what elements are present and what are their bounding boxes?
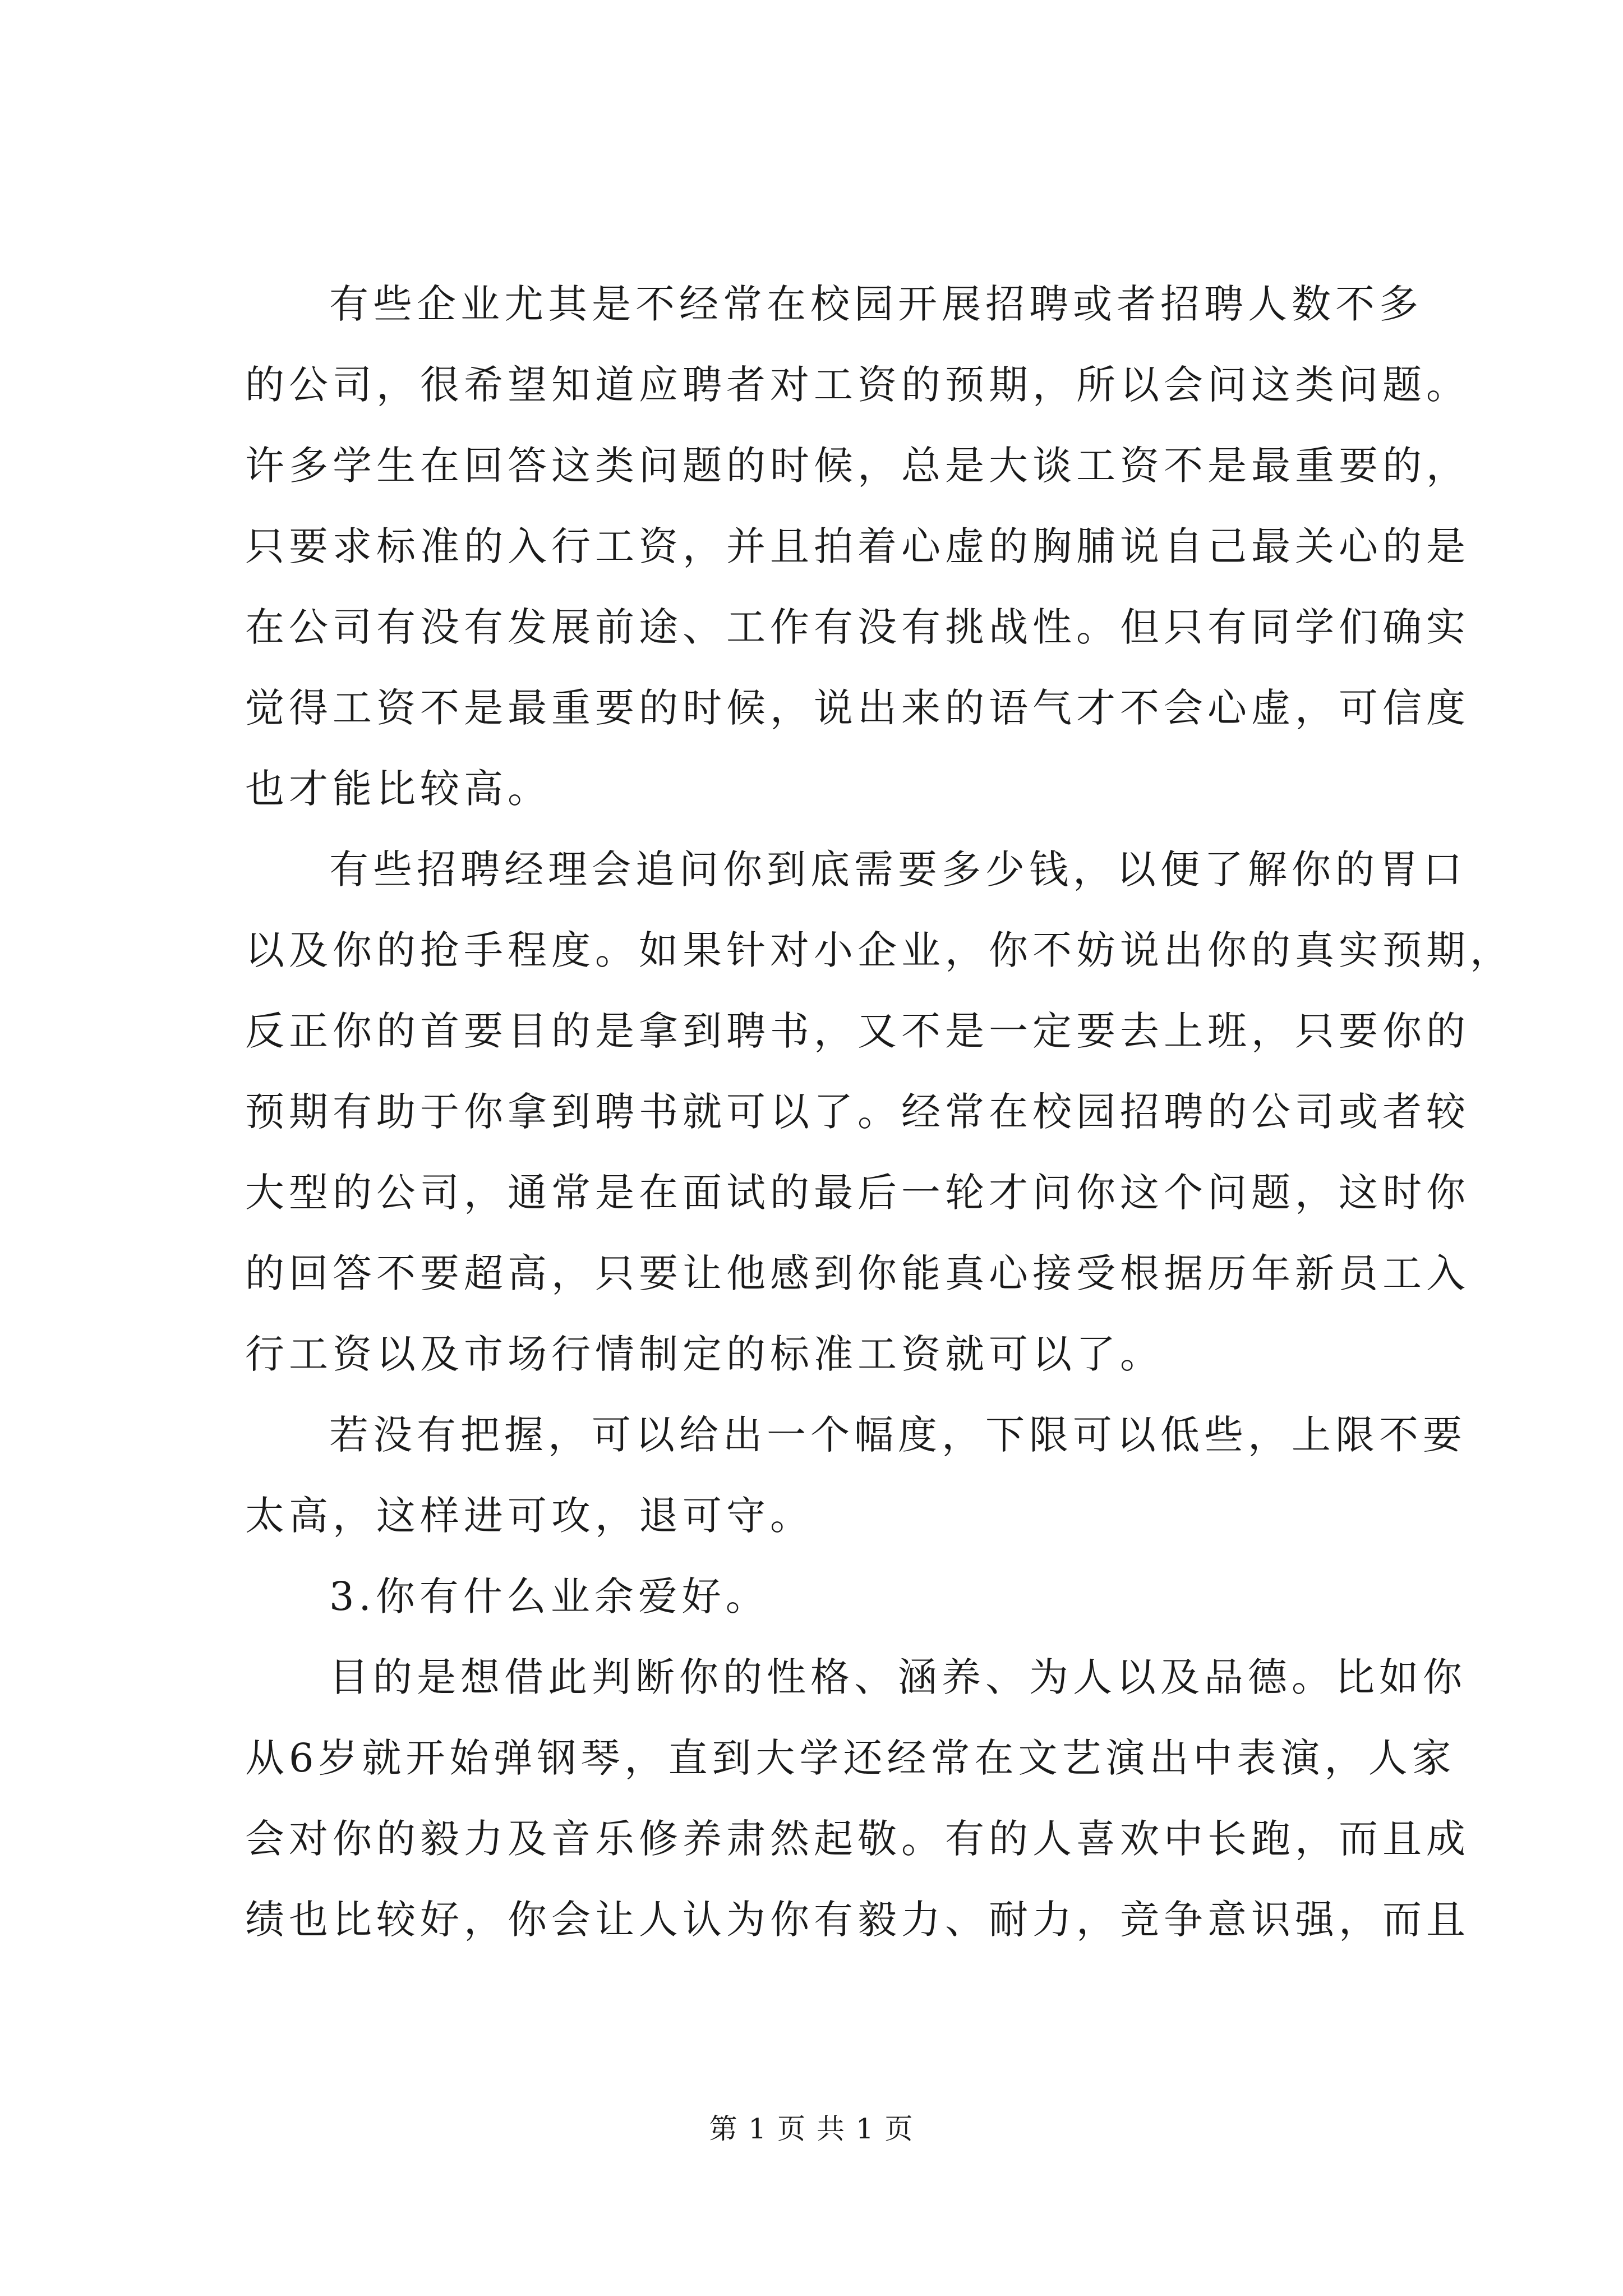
page-footer: 第 1 页 共 1 页 bbox=[709, 2113, 914, 2145]
text-line: 有些企业尤其是不经常在校园开展招聘或者招聘人数不多 bbox=[329, 281, 1423, 327]
text-line: 会对你的毅力及音乐修养肃然起敬。有的人喜欢中长跑，而且成 bbox=[245, 1816, 1470, 1862]
text-line: 有些招聘经理会追问你到底需要多少钱，以便了解你的胃口 bbox=[329, 846, 1467, 892]
text-line: 若没有把握，可以给出一个幅度，下限可以低些，上限不要 bbox=[329, 1412, 1467, 1458]
text-line: 预期有助于你拿到聘书就可以了。经常在校园招聘的公司或者较 bbox=[245, 1089, 1470, 1135]
text-line: 许多学生在回答这类问题的时候，总是大谈工资不是最重要的， bbox=[245, 443, 1470, 489]
section-heading bbox=[245, 1556, 1423, 1637]
text-line: 在公司有没有发展前途、工作有没有挑战性。但只有同学们确实 bbox=[245, 604, 1470, 650]
text-line: 从6岁就开始弹钢琴，直到大学还经常在文艺演出中表演，人家 bbox=[245, 1735, 1456, 1781]
text-line: 只要求标准的入行工资，并且拍着心虚的胸脯说自己最关心的是 bbox=[245, 523, 1470, 569]
text-line: 大型的公司，通常是在面试的最后一轮才问你这个问题，这时你 bbox=[245, 1170, 1470, 1216]
text-line: 觉得工资不是最重要的时候，说出来的语气才不会心虚，可信度 bbox=[245, 685, 1470, 731]
heading-line: 3.你有什么业余爱好。 bbox=[329, 1573, 769, 1619]
text-line: 的公司，很希望知道应聘者对工资的预期，所以会问这类问题。 bbox=[245, 362, 1470, 408]
paragraph-2 bbox=[245, 829, 1514, 1395]
paragraph-3 bbox=[245, 1395, 1467, 1556]
paragraph-1 bbox=[245, 264, 1470, 829]
text-line: 行工资以及市场行情制定的标准工资就可以了。 bbox=[245, 1331, 1164, 1377]
text-line: 绩也比较好，你会让人认为你有毅力、耐力，竞争意识强，而且 bbox=[245, 1897, 1470, 1943]
paragraph-4 bbox=[245, 1637, 1470, 1960]
text-line: 以及你的抢手程度。如果针对小企业，你不妨说出你的真实预期， bbox=[245, 927, 1514, 973]
text-line: 反正你的首要目的是拿到聘书，又不是一定要去上班，只要你的 bbox=[245, 1008, 1470, 1054]
text-line: 的回答不要超高，只要让他感到你能真心接受根据历年新员工入 bbox=[245, 1250, 1470, 1296]
text-line: 也才能比较高。 bbox=[245, 766, 551, 812]
document-body bbox=[245, 264, 1514, 1960]
text-line: 目的是想借此判断你的性格、涵养、为人以及品德。比如你 bbox=[329, 1654, 1467, 1700]
text-line: 太高，这样进可攻，退可守。 bbox=[245, 1493, 814, 1539]
